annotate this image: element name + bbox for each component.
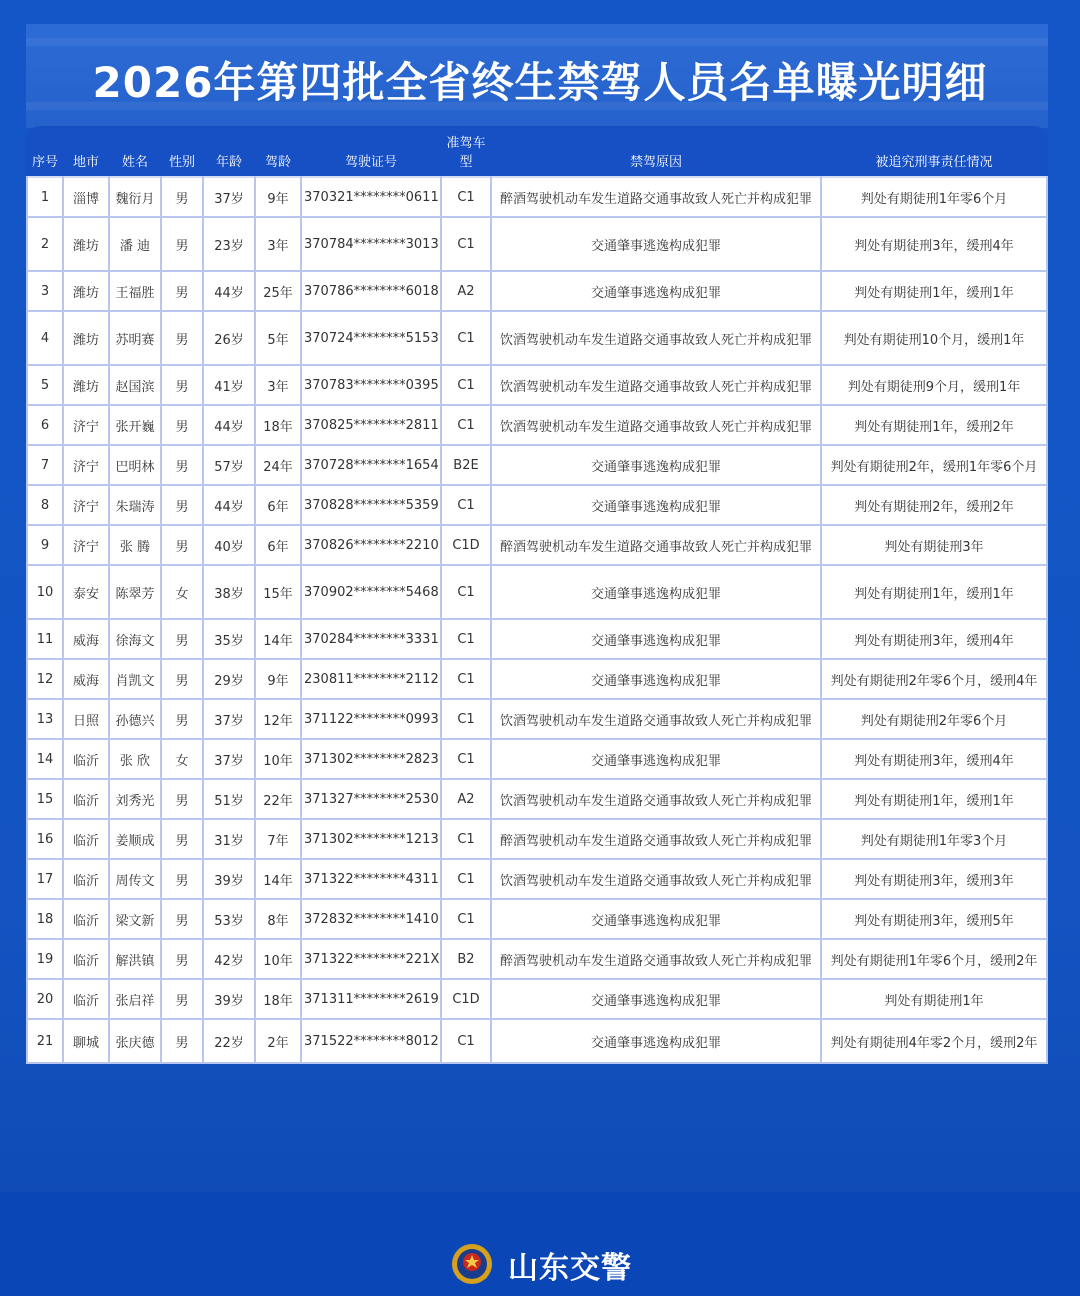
cell-seq: 15 (27, 779, 63, 819)
cell-name: 周传文 (109, 859, 161, 899)
table-row (27, 1019, 1047, 1063)
cell-penalty: 判处有期徒刑1年零6个月，缓刑2年 (821, 939, 1047, 979)
cell-reason: 饮酒驾驶机动车发生道路交通事故致人死亡并构成犯罪 (491, 405, 821, 445)
cell-city: 潍坊 (63, 217, 109, 271)
cell-gender: 男 (161, 177, 203, 217)
cell-name: 张启祥 (109, 979, 161, 1019)
column-header: 姓名 (121, 155, 148, 170)
column-header: 年龄 (215, 155, 242, 170)
cell-driving-years: 2年 (255, 1019, 301, 1063)
cell-name: 巴明林 (109, 445, 161, 485)
cell-reason: 交通肇事逃逸构成犯罪 (491, 217, 821, 271)
cell-reason: 交通肇事逃逸构成犯罪 (491, 1019, 821, 1063)
roster-table (26, 126, 1048, 1064)
cell-seq: 5 (27, 365, 63, 405)
cell-penalty: 判处有期徒刑2年，缓刑1年零6个月 (821, 445, 1047, 485)
cell-gender: 男 (161, 365, 203, 405)
cell-penalty: 判处有期徒刑1年，缓刑2年 (821, 405, 1047, 445)
cell-city: 日照 (63, 699, 109, 739)
cell-license-no: 371522********8012 (301, 1019, 441, 1063)
cell-name: 张 欣 (109, 739, 161, 779)
cell-vehicle-class: C1D (441, 525, 491, 565)
cell-city: 威海 (63, 619, 109, 659)
cell-seq: 10 (27, 565, 63, 619)
column-header: 性别 (168, 155, 195, 170)
cell-age: 44岁 (203, 271, 255, 311)
footer-logo (450, 1242, 632, 1288)
cell-gender: 女 (161, 739, 203, 779)
cell-city: 临沂 (63, 739, 109, 779)
cell-name: 张开巍 (109, 405, 161, 445)
cell-reason: 交通肇事逃逸构成犯罪 (491, 659, 821, 699)
cell-driving-years: 3年 (255, 365, 301, 405)
cell-seq: 1 (27, 177, 63, 217)
cell-reason: 交通肇事逃逸构成犯罪 (491, 899, 821, 939)
cell-vehicle-class: C1 (441, 739, 491, 779)
cell-city: 威海 (63, 659, 109, 699)
cell-penalty: 判处有期徒刑2年零6个月 (821, 699, 1047, 739)
cell-penalty: 判处有期徒刑1年 (821, 979, 1047, 1019)
cell-age: 44岁 (203, 405, 255, 445)
table-row (27, 565, 1047, 619)
cell-seq: 7 (27, 445, 63, 485)
cell-vehicle-class: B2E (441, 445, 491, 485)
cell-license-no: 370724********5153 (301, 311, 441, 365)
cell-license-no: 370784********3013 (301, 217, 441, 271)
cell-gender: 男 (161, 485, 203, 525)
table-row (27, 859, 1047, 899)
cell-vehicle-class: C1 (441, 311, 491, 365)
table-row (27, 445, 1047, 485)
cell-age: 31岁 (203, 819, 255, 859)
cell-gender: 男 (161, 619, 203, 659)
cell-gender: 男 (161, 405, 203, 445)
cell-gender: 男 (161, 271, 203, 311)
cell-driving-years: 25年 (255, 271, 301, 311)
cell-age: 44岁 (203, 485, 255, 525)
cell-driving-years: 10年 (255, 739, 301, 779)
table-row (27, 271, 1047, 311)
cell-age: 57岁 (203, 445, 255, 485)
cell-penalty: 判处有期徒刑3年，缓刑4年 (821, 619, 1047, 659)
cell-penalty: 判处有期徒刑3年，缓刑4年 (821, 739, 1047, 779)
cell-gender: 男 (161, 659, 203, 699)
cell-license-no: 370825********2811 (301, 405, 441, 445)
cell-gender: 男 (161, 779, 203, 819)
cell-seq: 17 (27, 859, 63, 899)
cell-seq: 8 (27, 485, 63, 525)
cell-penalty: 判处有期徒刑3年 (821, 525, 1047, 565)
cell-name: 徐海文 (109, 619, 161, 659)
cell-seq: 18 (27, 899, 63, 939)
cell-reason: 饮酒驾驶机动车发生道路交通事故致人死亡并构成犯罪 (491, 699, 821, 739)
cell-license-no: 371302********1213 (301, 819, 441, 859)
cell-driving-years: 6年 (255, 485, 301, 525)
cell-license-no: 371311********2619 (301, 979, 441, 1019)
cell-driving-years: 8年 (255, 899, 301, 939)
cell-name: 姜顺成 (109, 819, 161, 859)
cell-gender: 男 (161, 819, 203, 859)
cell-driving-years: 24年 (255, 445, 301, 485)
cell-city: 聊城 (63, 1019, 109, 1063)
cell-seq: 6 (27, 405, 63, 445)
column-header: 驾驶证号 (344, 155, 397, 170)
cell-vehicle-class: C1D (441, 979, 491, 1019)
cell-vehicle-class: B2 (441, 939, 491, 979)
cell-penalty: 判处有期徒刑4年零2个月，缓刑2年 (821, 1019, 1047, 1063)
cell-gender: 男 (161, 699, 203, 739)
cell-city: 济宁 (63, 485, 109, 525)
cell-city: 临沂 (63, 899, 109, 939)
cell-reason: 饮酒驾驶机动车发生道路交通事故致人死亡并构成犯罪 (491, 859, 821, 899)
table-row (27, 485, 1047, 525)
cell-gender: 男 (161, 217, 203, 271)
cell-reason: 饮酒驾驶机动车发生道路交通事故致人死亡并构成犯罪 (491, 311, 821, 365)
cell-city: 潍坊 (63, 311, 109, 365)
cell-penalty: 判处有期徒刑3年，缓刑4年 (821, 217, 1047, 271)
cell-name: 刘秀光 (109, 779, 161, 819)
cell-driving-years: 15年 (255, 565, 301, 619)
cell-gender: 男 (161, 899, 203, 939)
cell-seq: 20 (27, 979, 63, 1019)
cell-driving-years: 9年 (255, 659, 301, 699)
cell-license-no: 370828********5359 (301, 485, 441, 525)
cell-penalty: 判处有期徒刑1年，缓刑1年 (821, 565, 1047, 619)
cell-vehicle-class: C1 (441, 659, 491, 699)
cell-name: 苏明赛 (109, 311, 161, 365)
cell-reason: 醉酒驾驶机动车发生道路交通事故致人死亡并构成犯罪 (491, 819, 821, 859)
cell-age: 41岁 (203, 365, 255, 405)
cell-penalty: 判处有期徒刑3年，缓刑3年 (821, 859, 1047, 899)
cell-seq: 12 (27, 659, 63, 699)
cell-seq: 16 (27, 819, 63, 859)
roster-table-container (26, 126, 1048, 1064)
cell-age: 22岁 (203, 1019, 255, 1063)
cell-penalty: 判处有期徒刑1年，缓刑1年 (821, 779, 1047, 819)
cell-name: 魏衍月 (109, 177, 161, 217)
cell-age: 35岁 (203, 619, 255, 659)
cell-seq: 13 (27, 699, 63, 739)
cell-vehicle-class: C1 (441, 859, 491, 899)
cell-license-no: 370728********1654 (301, 445, 441, 485)
cell-age: 37岁 (203, 699, 255, 739)
cell-city: 泰安 (63, 565, 109, 619)
cell-city: 临沂 (63, 779, 109, 819)
column-header: 准驾车型 (446, 136, 486, 170)
table-header-row (27, 126, 1047, 177)
table-row (27, 659, 1047, 699)
cell-gender: 男 (161, 525, 203, 565)
cell-seq: 21 (27, 1019, 63, 1063)
table-row (27, 739, 1047, 779)
cell-city: 潍坊 (63, 365, 109, 405)
cell-vehicle-class: C1 (441, 1019, 491, 1063)
cell-city: 济宁 (63, 525, 109, 565)
cell-vehicle-class: C1 (441, 485, 491, 525)
cell-seq: 14 (27, 739, 63, 779)
cell-gender: 男 (161, 939, 203, 979)
page-title: 2026年第四批全省终生禁驾人员名单曝光明细 (92, 58, 988, 107)
cell-license-no: 370284********3331 (301, 619, 441, 659)
cell-driving-years: 18年 (255, 405, 301, 445)
cell-penalty: 判处有期徒刑10个月，缓刑1年 (821, 311, 1047, 365)
cell-city: 济宁 (63, 445, 109, 485)
cell-name: 梁文新 (109, 899, 161, 939)
cell-city: 临沂 (63, 819, 109, 859)
cell-name: 赵国滨 (109, 365, 161, 405)
cell-vehicle-class: C1 (441, 217, 491, 271)
cell-vehicle-class: C1 (441, 565, 491, 619)
table-row (27, 699, 1047, 739)
cell-license-no: 370321********0611 (301, 177, 441, 217)
cell-license-no: 370786********6018 (301, 271, 441, 311)
cell-city: 临沂 (63, 939, 109, 979)
column-header: 禁驾原因 (629, 155, 682, 170)
cell-driving-years: 22年 (255, 779, 301, 819)
cell-penalty: 判处有期徒刑9个月，缓刑1年 (821, 365, 1047, 405)
cell-age: 29岁 (203, 659, 255, 699)
cell-vehicle-class: C1 (441, 899, 491, 939)
cell-reason: 交通肇事逃逸构成犯罪 (491, 619, 821, 659)
cell-driving-years: 6年 (255, 525, 301, 565)
cell-penalty: 判处有期徒刑2年零6个月，缓刑4年 (821, 659, 1047, 699)
cell-name: 张庆德 (109, 1019, 161, 1063)
cell-city: 临沂 (63, 859, 109, 899)
cell-vehicle-class: C1 (441, 365, 491, 405)
cell-license-no: 371322********4311 (301, 859, 441, 899)
cell-penalty: 判处有期徒刑3年，缓刑5年 (821, 899, 1047, 939)
cell-name: 孙德兴 (109, 699, 161, 739)
cell-reason: 醉酒驾驶机动车发生道路交通事故致人死亡并构成犯罪 (491, 177, 821, 217)
cell-gender: 男 (161, 1019, 203, 1063)
cell-vehicle-class: A2 (441, 271, 491, 311)
table-body (27, 177, 1047, 1063)
cell-city: 潍坊 (63, 271, 109, 311)
cell-vehicle-class: C1 (441, 619, 491, 659)
cell-seq: 3 (27, 271, 63, 311)
cell-reason: 交通肇事逃逸构成犯罪 (491, 979, 821, 1019)
table-row (27, 365, 1047, 405)
table-row (27, 939, 1047, 979)
cell-license-no: 371327********2530 (301, 779, 441, 819)
cell-city: 淄博 (63, 177, 109, 217)
cell-gender: 男 (161, 445, 203, 485)
cell-age: 23岁 (203, 217, 255, 271)
cell-age: 53岁 (203, 899, 255, 939)
cell-city: 临沂 (63, 979, 109, 1019)
cell-reason: 交通肇事逃逸构成犯罪 (491, 565, 821, 619)
footer-brand: 山东交警 (508, 1251, 632, 1286)
cell-penalty: 判处有期徒刑1年零6个月 (821, 177, 1047, 217)
cell-age: 37岁 (203, 177, 255, 217)
cell-age: 39岁 (203, 859, 255, 899)
cell-age: 42岁 (203, 939, 255, 979)
table-row (27, 619, 1047, 659)
cell-driving-years: 5年 (255, 311, 301, 365)
cell-seq: 4 (27, 311, 63, 365)
cell-reason: 饮酒驾驶机动车发生道路交通事故致人死亡并构成犯罪 (491, 779, 821, 819)
cell-gender: 女 (161, 565, 203, 619)
cell-license-no: 230811********2112 (301, 659, 441, 699)
cell-reason: 醉酒驾驶机动车发生道路交通事故致人死亡并构成犯罪 (491, 525, 821, 565)
cell-name: 王福胜 (109, 271, 161, 311)
table-row (27, 405, 1047, 445)
cell-license-no: 370826********2210 (301, 525, 441, 565)
cell-reason: 交通肇事逃逸构成犯罪 (491, 445, 821, 485)
cell-age: 39岁 (203, 979, 255, 1019)
cell-seq: 19 (27, 939, 63, 979)
cell-license-no: 370902********5468 (301, 565, 441, 619)
cell-name: 朱瑞涛 (109, 485, 161, 525)
cell-driving-years: 7年 (255, 819, 301, 859)
cell-age: 38岁 (203, 565, 255, 619)
cell-vehicle-class: C1 (441, 177, 491, 217)
cell-penalty: 判处有期徒刑2年，缓刑2年 (821, 485, 1047, 525)
column-header: 序号 (31, 155, 58, 170)
cell-reason: 饮酒驾驶机动车发生道路交通事故致人死亡并构成犯罪 (491, 365, 821, 405)
cell-seq: 9 (27, 525, 63, 565)
cell-penalty: 判处有期徒刑1年，缓刑1年 (821, 271, 1047, 311)
cell-driving-years: 3年 (255, 217, 301, 271)
cell-gender: 男 (161, 859, 203, 899)
cell-driving-years: 9年 (255, 177, 301, 217)
cell-driving-years: 18年 (255, 979, 301, 1019)
table-row (27, 525, 1047, 565)
table-row (27, 819, 1047, 859)
cell-age: 37岁 (203, 739, 255, 779)
cell-reason: 交通肇事逃逸构成犯罪 (491, 271, 821, 311)
column-header: 驾龄 (264, 155, 291, 170)
cell-vehicle-class: C1 (441, 819, 491, 859)
table-row (27, 979, 1047, 1019)
cell-license-no: 370783********0395 (301, 365, 441, 405)
cell-age: 51岁 (203, 779, 255, 819)
cell-driving-years: 14年 (255, 619, 301, 659)
cell-driving-years: 10年 (255, 939, 301, 979)
cell-reason: 醉酒驾驶机动车发生道路交通事故致人死亡并构成犯罪 (491, 939, 821, 979)
cell-seq: 11 (27, 619, 63, 659)
cell-name: 潘 迪 (109, 217, 161, 271)
cell-reason: 交通肇事逃逸构成犯罪 (491, 485, 821, 525)
cell-license-no: 372832********1410 (301, 899, 441, 939)
cell-driving-years: 12年 (255, 699, 301, 739)
cell-vehicle-class: C1 (441, 699, 491, 739)
column-header: 被追究刑事责任情况 (875, 155, 993, 170)
cell-name: 肖凯文 (109, 659, 161, 699)
cell-license-no: 371122********0993 (301, 699, 441, 739)
table-row (27, 311, 1047, 365)
cell-vehicle-class: A2 (441, 779, 491, 819)
table-row (27, 899, 1047, 939)
cell-vehicle-class: C1 (441, 405, 491, 445)
cell-license-no: 371302********2823 (301, 739, 441, 779)
table-row (27, 217, 1047, 271)
cell-driving-years: 14年 (255, 859, 301, 899)
cell-seq: 2 (27, 217, 63, 271)
column-header: 地市 (72, 155, 99, 170)
police-badge-icon (450, 1242, 494, 1288)
cell-city: 济宁 (63, 405, 109, 445)
cell-penalty: 判处有期徒刑1年零3个月 (821, 819, 1047, 859)
cell-gender: 男 (161, 311, 203, 365)
cell-name: 陈翠芳 (109, 565, 161, 619)
cell-name: 张 腾 (109, 525, 161, 565)
cell-license-no: 371322********221X (301, 939, 441, 979)
table-row (27, 779, 1047, 819)
cell-age: 40岁 (203, 525, 255, 565)
cell-gender: 男 (161, 979, 203, 1019)
cell-reason: 交通肇事逃逸构成犯罪 (491, 739, 821, 779)
cell-name: 解洪镇 (109, 939, 161, 979)
cell-age: 26岁 (203, 311, 255, 365)
table-row (27, 177, 1047, 217)
